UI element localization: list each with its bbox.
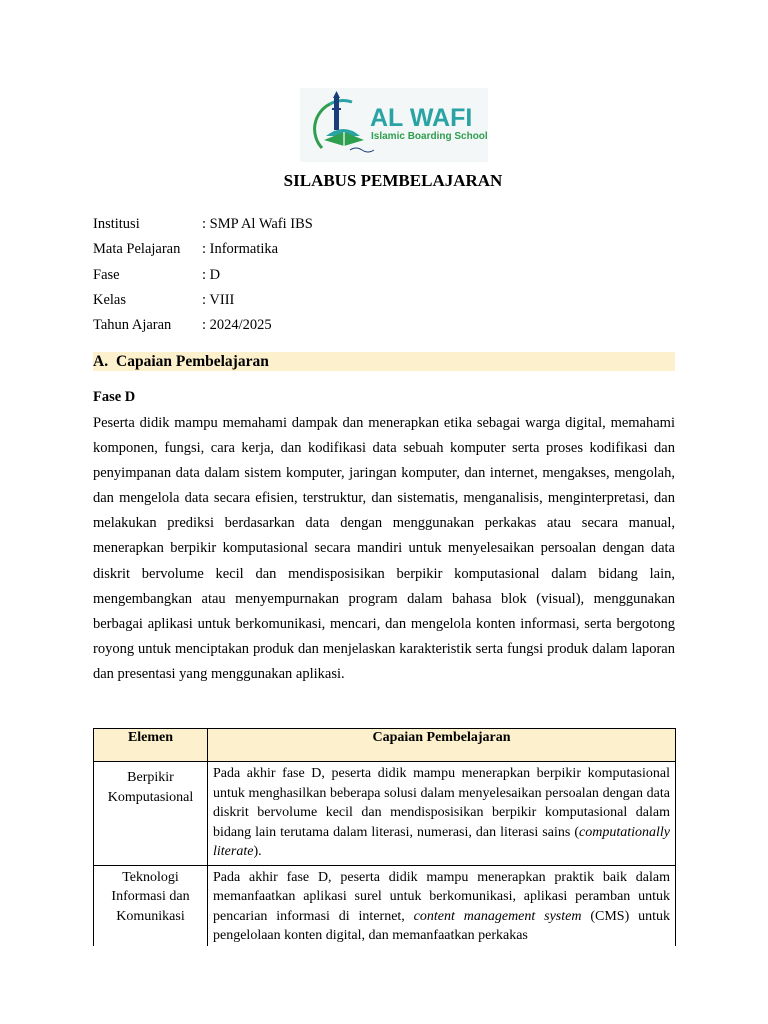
capaian-table — [93, 728, 676, 946]
meta-value: : D — [202, 266, 221, 283]
meta-label: Mata Pelajaran — [93, 241, 181, 258]
capaian-cell — [208, 762, 676, 866]
document-title: SILABUS PEMBELAJARAN — [283, 171, 503, 190]
capaian-text-end: (CMS) untuk pengelolaan konten digital, dan memanfaatkan perkakas — [213, 908, 670, 943]
elemen-cell: Berpikir Komputasional — [94, 762, 208, 866]
meta-value: : SMP Al Wafi IBS — [202, 216, 313, 232]
capaian-cell — [208, 865, 676, 946]
meta-label: Kelas — [93, 291, 127, 308]
header-elemen: Elemen — [94, 729, 208, 762]
table-row — [94, 762, 676, 866]
capaian-italic-term: content management system — [413, 908, 582, 924]
capaian-text-end: ). — [253, 844, 262, 859]
capaian-text: Pada akhir fase D, peserta didik mampu menerapkan berpikir komputasional untuk menghasilkan beberapa solusi dalam menyelesaikan persoalan dengan data diskrit bervolume kecil dan mendisposisikan berpikir komputasional dalam bidang lain terutama dalam literasi, numerasi, dan literasi sains ( — [213, 766, 670, 840]
capaian-text: Pada akhir fase D, peserta didik mampu menerapkan praktik baik dalam memanfaatkan aplikasi surel untuk berkomunikasi, aplikasi peramban untuk pencarian informasi di internet, — [213, 869, 670, 924]
meta-value: : 2024/2025 — [202, 317, 272, 334]
fase-heading: Fase D — [93, 389, 136, 405]
capaian-italic-term: computationally literate — [213, 824, 670, 859]
header-capaian: Capaian Pembelajaran — [208, 729, 676, 762]
body-paragraph: Peserta didik mampu memahami dampak dan menerapkan etika sebagai warga digital, memahami komponen, fungsi, cara kerja, dan kodifikasi data sebuah komputer serta proses kodifikasi dan penyimpanan data dalam sistem komputer, jaringan komputer, dan internet, mengakses, mengolah, dan mengelola data secara efisien, terstruktur, dan sistematis, menganalisis, menginterpretasi, dan melakukan prediksi berdasarkan data dengan menggunakan perkakas atau secara manual, menerapkan berpikir komputasional secara mandiri untuk menyelesaikan persoalan dengan data diskrit bervolume kecil dan mendisposisikan berpikir komputasional dalam bidang lain, mengembangkan atau menyempurnakan program dalam bahasa blok (visual), menggunakan berbagai aplikasi untuk berkomunikasi, mencari, dan mengelola konten informasi, serta bergotong royong untuk menciptakan produk dan menjelaskan karakteristik serta fungsi produk dalam laporan dan presentasi yang menggunakan aplikasi. — [93, 415, 675, 682]
meta-label: Institusi — [93, 216, 140, 232]
meta-value: : VIII — [202, 291, 235, 308]
logo-subtitle: Islamic Boarding School — [371, 131, 488, 142]
meta-label: Fase — [93, 266, 120, 283]
meta-value: : Informatika — [202, 241, 279, 258]
section-number: A. — [93, 353, 109, 370]
table-row — [94, 865, 676, 946]
table-header-row — [94, 729, 676, 762]
section-title: Capaian Pembelajaran — [116, 353, 269, 370]
elemen-cell: Teknologi Informasi dan Komunikasi — [94, 865, 208, 946]
meta-label: Tahun Ajaran — [93, 317, 172, 334]
logo-wordmark: AL WAFI — [370, 104, 473, 132]
